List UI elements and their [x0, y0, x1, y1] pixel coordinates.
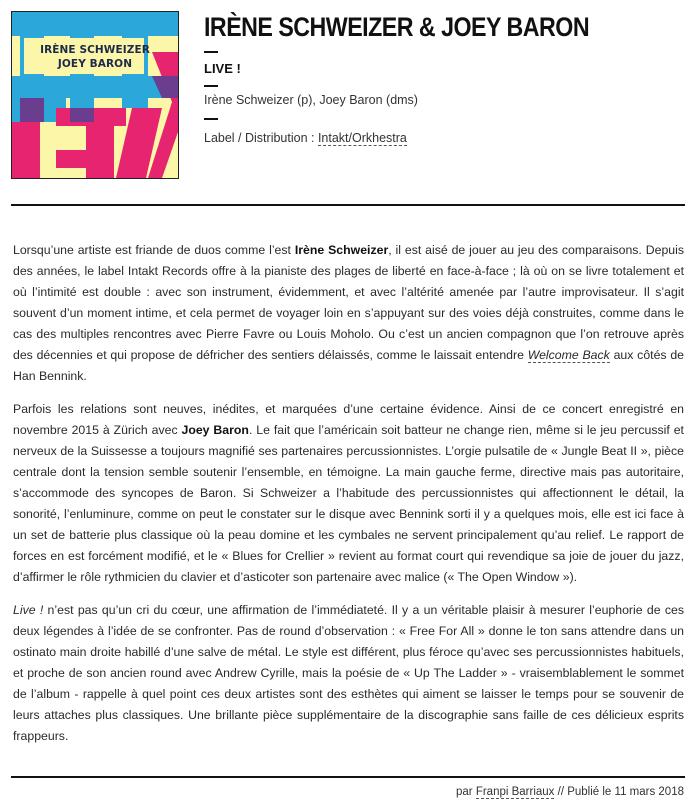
paragraph-1: [13, 240, 684, 387]
text: n’est pas qu’un cri du cœur, une affirmation de l’immédiateté. Il y a un véritable plaisir à mesurer l’euphorie de ces deux légendes à l’idée de se confronter. Pas de round d’observation : « Free For All » donne le ton sans attendre dans un ostinato main droite habillé d’une salve de métal. Le style est différent, plus féroce qu’avec ses percussionnistes habituels, et proche de son ancien round avec Andrew Cyrille, mais la poésie de « Up The Ladder » - vraisemblablement le sommet de l’album - rappelle à quel point ces deux artistes sont des esthètes qui aiment se laisser le temps pour se souvenir de leurs attaches plus classiques. Une brillante pièce supplémentaire de la discographie sans faille de ces délicieux esprits frappeurs.: [13, 603, 684, 743]
footer-rule: [11, 776, 685, 778]
artist-name: Irène Schweizer: [294, 243, 389, 257]
page-title: IRÈNE SCHWEIZER & JOEY BARON: [204, 12, 590, 42]
byline: [456, 786, 684, 798]
label-link[interactable]: Intakt/Orkhestra: [317, 131, 407, 145]
album-divider: [204, 85, 218, 87]
text: aux côtés de Han Bennink.: [13, 348, 684, 383]
cover-artist-line-2: JOEY BARON: [57, 58, 133, 70]
text: , il est aisé de jouer au jeu des comparaisons. Depuis des années, le label Intakt Records offre à la pianiste des plages de liberté en face-à-face ; là où on se livre totalement et où l’intimité est double : avec son instrument, évidemment, et avec l’altérité amenée par l’autre improvisateur. Il s’agit souvent d’un moment intime, et cela permet de voyager loin en s’appuyant sur des voies déjà construites, comme dans le cas des multiples rencontres avec Pierre Favre ou Louis Moholo. Ou c’est un ancien compagnon que l’on retrouve après des décennies et qui propose de défricher des sentiers délaissés, comme le laissait entendre: [13, 243, 684, 362]
author-link[interactable]: Franpi Barriaux: [475, 786, 555, 798]
publish-date: // Publié le 11 mars 2018: [554, 786, 684, 798]
byline-prefix: par: [455, 786, 476, 798]
album-cover-art: [12, 12, 178, 178]
label-prefix: Label / Distribution :: [204, 131, 318, 145]
album-link-welcome-back[interactable]: Welcome Back: [527, 348, 610, 362]
label-distribution: [204, 131, 407, 145]
artist-name: Joey Baron: [181, 423, 249, 437]
header-rule: [11, 204, 685, 206]
album-reference: Live !: [13, 603, 44, 617]
paragraph-2: [13, 399, 684, 588]
personnel-divider: [204, 118, 218, 120]
cover-artist-line-1: IRÈNE SCHWEIZER: [40, 44, 150, 56]
article-body: [13, 240, 684, 759]
text: Parfois les relations sont neuves, inédites, et marquées d’une certaine évidence. Ainsi de ce concert enregistré en novembre 2015 à Zürich avec: [13, 402, 684, 437]
album-cover: [11, 11, 179, 179]
paragraph-3: [13, 600, 684, 747]
text: . Le fait que l’américain soit batteur ne change rien, même si le jeu percussif et nerveux de la Suissesse a toujours magnifié ses partenaires percussionnistes. L’orgie pulsatile de « Jungle Beat II », pièce centrale dont la tension semble soutenir l’ensemble, en témoigne. La main gauche ferme, directive mais pas autoritaire, s’accommode des syncopes de Baron. Si Schweizer a l’habitude des percussionnistes qui affectionnent le détail, la sonorité, l’enluminure, comme on peut le constater sur le disque avec Bennink sorti il y a quelques mois, elle est ici face à un set de batterie plus classique où la peau domine et les cymbales ne servent principalement qu’au relief. Le rapport de forces en est forcément modifié, et le « Blues for Crellier » revient au format court qui revendique sa joie de jouer du jazz, d’affirmer le rôle rythmicien du clavier et d’asticoter son partenaire avec malice (« The Open Window »).: [13, 423, 684, 584]
personnel: Irène Schweizer (p), Joey Baron (dms): [204, 93, 418, 107]
title-divider: [204, 51, 218, 53]
text: Lorsqu’une artiste est friande de duos comme l’est: [13, 243, 295, 257]
album-title: LIVE !: [204, 61, 241, 76]
